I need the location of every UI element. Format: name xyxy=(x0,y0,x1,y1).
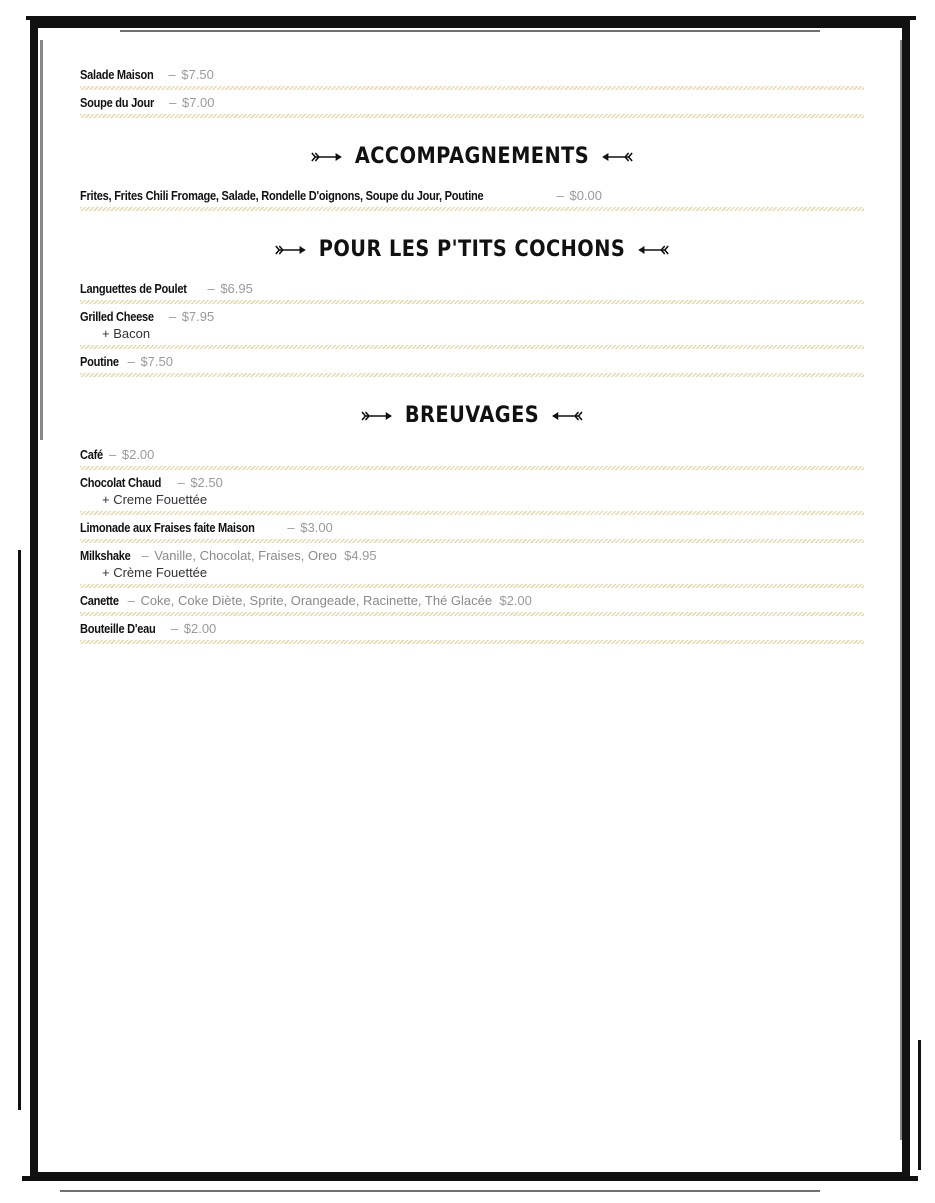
menu-item xyxy=(80,515,864,543)
item-price: $7.00 xyxy=(181,95,215,110)
item-name: Chocolat Chaud xyxy=(80,475,162,490)
item-price: $7.95 xyxy=(181,309,215,324)
item-name: Languettes de Poulet xyxy=(80,281,187,296)
menu-item xyxy=(80,442,864,470)
menu-item xyxy=(80,470,864,515)
item-price: $3.00 xyxy=(300,520,333,535)
section-heading xyxy=(127,237,817,262)
menu-item xyxy=(80,588,864,616)
item-name: Café xyxy=(80,447,103,462)
item-dash: – xyxy=(108,447,117,462)
arrow-left-icon xyxy=(636,245,669,255)
item-dash: – xyxy=(177,475,185,490)
item-description: Coke, Coke Diète, Sprite, Orangeade, Racinette, Thé Glacée xyxy=(140,593,493,608)
item-name: Frites, Frites Chili Fromage, Salade, Rondelle D'oignons, Soupe du Jour, Poutine xyxy=(80,188,484,203)
item-price: $7.50 xyxy=(181,67,214,82)
brush-stroke xyxy=(40,40,43,440)
menu-section xyxy=(80,237,864,377)
item-name: Limonade aux Fraises faite Maison xyxy=(80,520,255,535)
item-dash: – xyxy=(169,95,177,110)
menu-item xyxy=(80,183,864,211)
item-description: Vanille, Chocolat, Fraises, Oreo xyxy=(154,548,337,563)
arrow-left-icon xyxy=(600,152,633,162)
menu-section xyxy=(80,62,864,118)
item-dash: – xyxy=(168,309,177,324)
section-title: ACCOMPAGNEMENTS xyxy=(354,144,590,169)
menu-item xyxy=(80,349,864,377)
item-name: Salade Maison xyxy=(80,67,154,82)
item-dash: – xyxy=(207,281,215,296)
section-title: POUR LES P'TITS COCHONS xyxy=(318,237,626,262)
item-price: $4.95 xyxy=(344,548,377,563)
item-price: $2.00 xyxy=(121,447,155,462)
item-dash: – xyxy=(556,188,564,203)
item-addon: + Crème Fouettée xyxy=(102,565,208,580)
item-dash: – xyxy=(127,354,135,369)
brush-stroke xyxy=(18,550,21,1110)
arrow-left-icon xyxy=(550,411,583,421)
menu-item xyxy=(80,304,864,349)
item-dash: – xyxy=(170,621,179,636)
item-price: $2.00 xyxy=(499,593,532,608)
brush-stroke xyxy=(60,1190,820,1192)
item-name: Milkshake xyxy=(80,548,131,563)
menu-section xyxy=(80,144,864,211)
item-dash: – xyxy=(141,548,149,563)
item-name: Bouteille D'eau xyxy=(80,621,156,636)
item-name: Soupe du Jour xyxy=(80,95,155,110)
arrow-right-icon xyxy=(311,152,344,162)
item-addon: + Bacon xyxy=(102,326,151,341)
section-heading xyxy=(127,144,817,169)
item-addon: + Creme Fouettée xyxy=(102,492,208,507)
item-price: $6.95 xyxy=(220,281,253,296)
brush-stroke xyxy=(900,40,902,1140)
menu-item xyxy=(80,543,864,588)
menu-item xyxy=(80,90,864,118)
brush-stroke xyxy=(906,25,910,1025)
menu-section xyxy=(80,403,864,644)
brush-stroke xyxy=(120,30,820,32)
menu-content xyxy=(80,62,864,644)
item-name: Grilled Cheese xyxy=(80,309,154,324)
menu-item xyxy=(80,616,864,644)
arrow-right-icon xyxy=(275,245,308,255)
item-name: Canette xyxy=(80,593,119,608)
section-title: BREUVAGES xyxy=(404,403,540,428)
item-dash: – xyxy=(287,520,295,535)
brush-stroke xyxy=(918,1040,921,1170)
arrow-right-icon xyxy=(361,411,394,421)
section-heading xyxy=(127,403,817,428)
item-price: $2.00 xyxy=(183,621,217,636)
item-dash: – xyxy=(168,67,176,82)
item-price: $2.50 xyxy=(190,475,223,490)
item-name: Poutine xyxy=(80,354,119,369)
brush-stroke xyxy=(22,1176,918,1181)
menu-item xyxy=(80,276,864,304)
item-price: $0.00 xyxy=(569,188,603,203)
menu-item xyxy=(80,62,864,90)
item-dash: – xyxy=(127,593,135,608)
brush-stroke xyxy=(26,16,916,20)
item-price: $7.50 xyxy=(140,354,173,369)
